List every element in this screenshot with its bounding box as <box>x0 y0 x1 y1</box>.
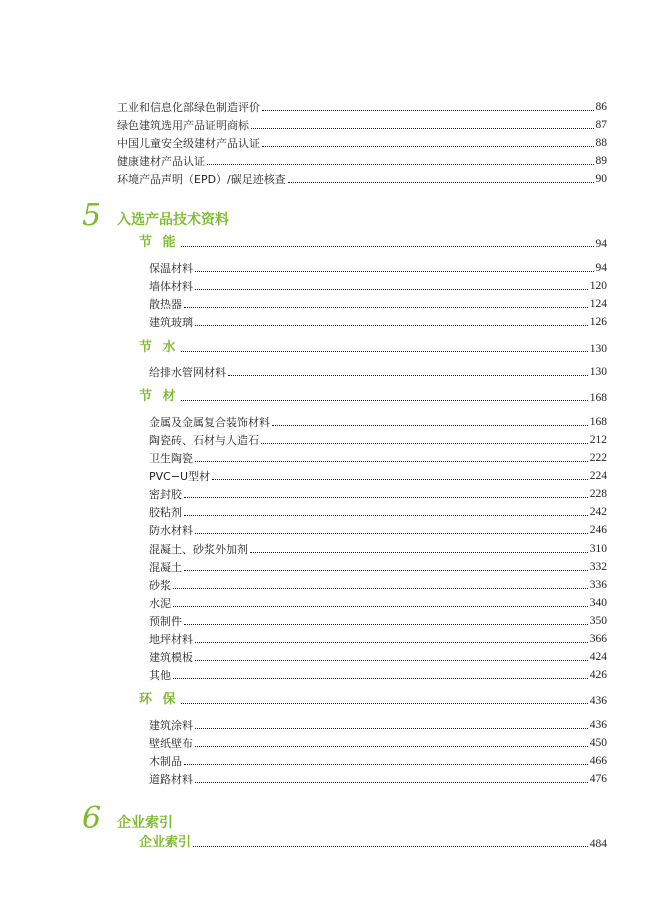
toc-entry-page: 450 <box>589 737 607 749</box>
toc-entry-label: 保温材料 <box>149 262 193 275</box>
toc-entry-label: 卫生陶瓷 <box>149 452 193 465</box>
dot-leader <box>181 351 588 352</box>
section-label: 节 水 <box>139 340 179 355</box>
toc-entry-page: 87 <box>595 119 607 131</box>
toc-entry[interactable] <box>117 154 607 168</box>
toc-entry[interactable] <box>149 578 607 592</box>
toc-entry[interactable] <box>149 754 607 768</box>
toc-entry[interactable] <box>149 668 607 682</box>
toc-entry[interactable] <box>117 100 607 114</box>
toc-entry-page: 90 <box>595 173 607 185</box>
toc-entry-page: 336 <box>589 579 607 591</box>
section-page: 436 <box>589 695 607 707</box>
section-water-saving[interactable] <box>139 340 607 356</box>
toc-entry-label: 防水材料 <box>149 524 193 537</box>
toc-entry-label: 道路材料 <box>149 773 193 786</box>
toc-entry[interactable] <box>149 297 607 311</box>
section-material-saving[interactable] <box>139 389 607 405</box>
section-company-index[interactable] <box>139 835 607 851</box>
toc-entry[interactable] <box>117 172 607 186</box>
toc-entry[interactable] <box>149 415 607 429</box>
dot-leader <box>193 846 588 847</box>
chapter-number: 6 <box>82 801 102 836</box>
dot-leader <box>195 782 588 783</box>
toc-entry-page: 436 <box>589 719 607 731</box>
dot-leader <box>288 182 594 183</box>
toc-entry[interactable] <box>149 736 607 750</box>
dot-leader <box>184 764 588 765</box>
dot-leader <box>184 624 588 625</box>
toc-entry-label: 地坪材料 <box>149 633 193 646</box>
toc-entry-label: 健康建材产品认证 <box>117 155 205 168</box>
toc-entry[interactable] <box>149 718 607 732</box>
dot-leader <box>173 606 588 607</box>
toc-entry[interactable] <box>149 772 607 786</box>
toc-entry-page: 246 <box>589 524 607 536</box>
toc-entry-page: 242 <box>589 506 607 518</box>
toc-entry-page: 350 <box>589 615 607 627</box>
toc-entry[interactable] <box>149 560 607 574</box>
toc-entry-page: 168 <box>589 416 607 428</box>
toc-entry-page: 212 <box>589 434 607 446</box>
toc-entry-page: 466 <box>589 755 607 767</box>
dot-leader <box>184 307 588 308</box>
dot-leader <box>195 325 588 326</box>
toc-entry-page: 340 <box>589 597 607 609</box>
section-label: 企业索引 <box>139 835 192 850</box>
toc-entry-label: 胶粘剂 <box>149 506 182 519</box>
section-energy-saving[interactable] <box>139 235 607 251</box>
dot-leader <box>195 660 588 661</box>
toc-entry-page: 222 <box>589 452 607 464</box>
dot-leader <box>184 570 588 571</box>
toc-entry[interactable] <box>149 614 607 628</box>
toc-entry-label: 建筑玻璃 <box>149 316 193 329</box>
toc-entry-label: 绿色建筑选用产品证明商标 <box>117 119 249 132</box>
toc-entry[interactable] <box>149 542 607 556</box>
toc-entry[interactable] <box>149 433 607 447</box>
toc-entry-label: 壁纸壁布 <box>149 737 193 750</box>
chapter-title: 入选产品技术资料 <box>117 212 229 228</box>
toc-entry-label: 预制件 <box>149 615 182 628</box>
chapter-5-heading <box>82 198 229 233</box>
toc-entry-page: 89 <box>595 155 607 167</box>
toc-entry-label: 墙体材料 <box>149 280 193 293</box>
toc-entry[interactable] <box>149 315 607 329</box>
toc-entry-page: 126 <box>589 316 607 328</box>
dot-leader <box>228 375 588 376</box>
dot-leader <box>272 425 588 426</box>
dot-leader <box>207 164 594 165</box>
toc-entry-page: 124 <box>589 298 607 310</box>
toc-entry[interactable] <box>149 451 607 465</box>
toc-entry[interactable] <box>149 505 607 519</box>
dot-leader <box>195 642 588 643</box>
toc-entry-page: 424 <box>589 651 607 663</box>
section-page: 130 <box>589 343 607 355</box>
dot-leader <box>212 479 588 480</box>
toc-entry-label: 建筑模板 <box>149 651 193 664</box>
section-environmental[interactable] <box>139 692 607 708</box>
toc-entry[interactable] <box>149 523 607 537</box>
toc-entry-page: 476 <box>589 773 607 785</box>
toc-entry[interactable] <box>117 136 607 150</box>
toc-entry[interactable] <box>149 650 607 664</box>
section-page: 484 <box>589 838 607 850</box>
toc-entry-label: 水泥 <box>149 597 171 610</box>
toc-entry-label: 建筑涂料 <box>149 719 193 732</box>
toc-entry-label: 木制品 <box>149 755 182 768</box>
section-label: 节 能 <box>139 235 179 250</box>
toc-entry-label: 金属及金属复合装饰材料 <box>149 416 270 429</box>
toc-entry-label: 散热器 <box>149 298 182 311</box>
toc-entry-label: 混凝土 <box>149 561 182 574</box>
dot-leader <box>184 515 588 516</box>
dot-leader <box>250 552 588 553</box>
toc-entry-page: 94 <box>595 262 607 274</box>
toc-entry-page: 310 <box>589 543 607 555</box>
section-page: 168 <box>589 392 607 404</box>
toc-entry-page: 332 <box>589 561 607 573</box>
toc-entry[interactable] <box>149 596 607 610</box>
dot-leader <box>261 443 588 444</box>
dot-leader <box>251 128 594 129</box>
toc-entry[interactable] <box>149 632 607 646</box>
dot-leader <box>262 146 594 147</box>
dot-leader <box>181 246 594 247</box>
toc-entry[interactable] <box>149 487 607 501</box>
section-page: 94 <box>595 238 607 250</box>
toc-entry-page: 224 <box>589 470 607 482</box>
toc-entry[interactable] <box>149 261 607 275</box>
toc-entry-page: 426 <box>589 669 607 681</box>
chapter-6-heading <box>82 801 173 836</box>
toc-entry-label: 给排水管网材料 <box>149 366 226 379</box>
toc-entry[interactable] <box>149 279 607 293</box>
dot-leader <box>195 461 588 462</box>
toc-entry-label: 工业和信息化部绿色制造评价 <box>117 101 260 114</box>
chapter-number: 5 <box>82 198 102 233</box>
dot-leader <box>181 400 588 401</box>
toc-entry-label: PVC−U型材 <box>149 470 211 483</box>
toc-entry-label: 混凝土、砂浆外加剂 <box>149 543 248 556</box>
dot-leader <box>173 588 588 589</box>
dot-leader <box>195 289 588 290</box>
toc-entry-page: 88 <box>595 137 607 149</box>
toc-entry-page: 120 <box>589 280 607 292</box>
toc-entry-page: 130 <box>589 366 607 378</box>
toc-entry-label: 中国儿童安全级建材产品认证 <box>117 137 260 150</box>
toc-entry-label: 环境产品声明（EPD）/碳足迹核查 <box>117 173 286 186</box>
toc-entry-label: 其他 <box>149 669 171 682</box>
toc-entry-label: 砂浆 <box>149 579 171 592</box>
dot-leader <box>195 533 588 534</box>
chapter-title: 企业索引 <box>117 815 173 831</box>
toc-entry-page: 366 <box>589 633 607 645</box>
dot-leader <box>184 497 588 498</box>
toc-entry-label: 陶瓷砖、石材与人造石 <box>149 434 259 447</box>
section-label: 环 保 <box>139 692 179 707</box>
dot-leader <box>195 271 594 272</box>
toc-entry[interactable] <box>149 365 607 379</box>
toc-entry-page: 228 <box>589 488 607 500</box>
dot-leader <box>195 746 588 747</box>
toc-entry[interactable] <box>149 469 607 483</box>
toc-entry[interactable] <box>117 118 607 132</box>
dot-leader <box>195 728 588 729</box>
dot-leader <box>262 110 594 111</box>
dot-leader <box>181 703 588 704</box>
dot-leader <box>173 678 588 679</box>
toc-entry-label: 密封胶 <box>149 488 182 501</box>
section-label: 节 材 <box>139 389 179 404</box>
toc-entry-page: 86 <box>595 101 607 113</box>
